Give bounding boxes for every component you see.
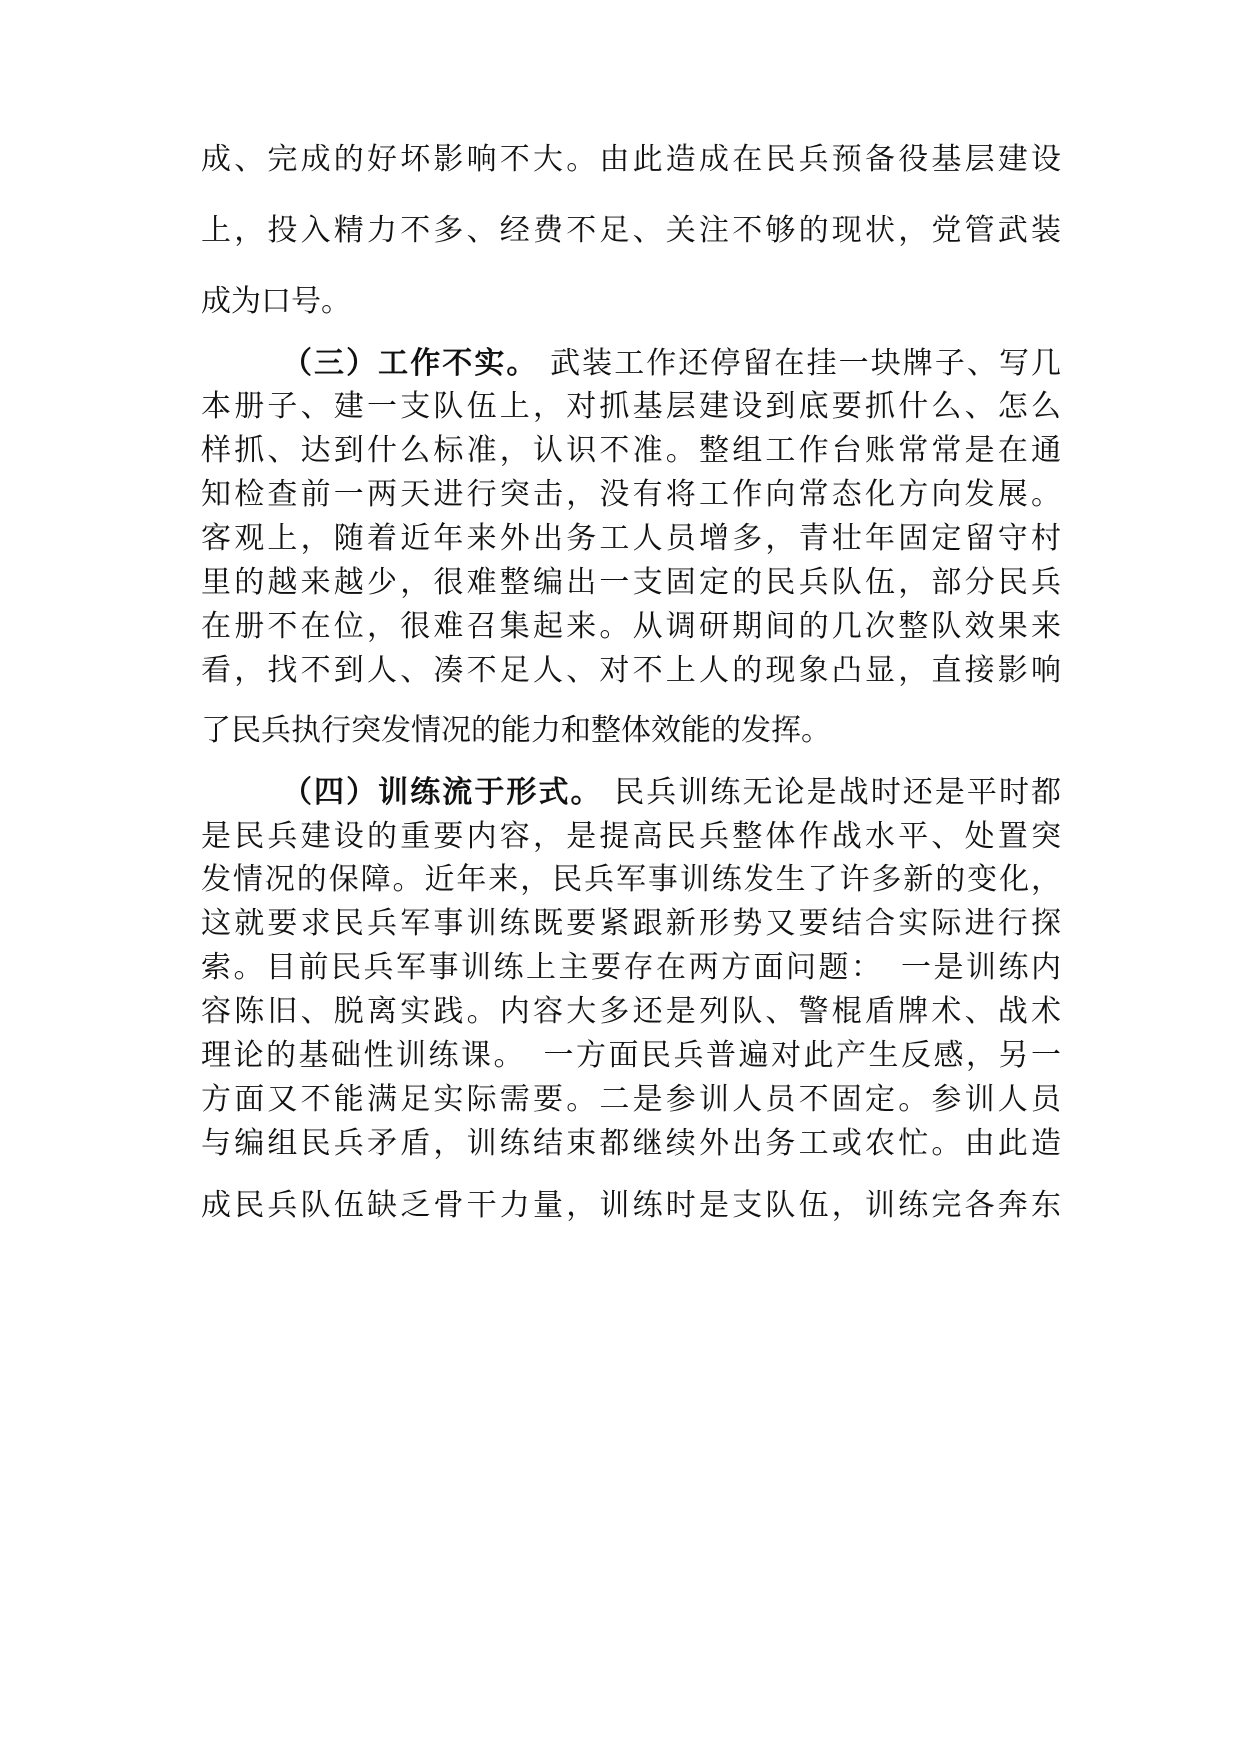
paragraph-line: 与编组民兵矛盾，训练结束都继续外出务工或农忙。由此造 — [201, 1126, 1061, 1161]
paragraph-line: 成民兵队伍缺乏骨干力量，训练时是支队伍，训练完各奔东 — [201, 1188, 1061, 1223]
paragraph-line: 样抓、达到什么标准，认识不准。整组工作台账常常是在通 — [201, 433, 1061, 468]
paragraph-line: 成为口号。 — [201, 284, 351, 319]
paragraph-line: 本册子、建一支队伍上，对抓基层建设到底要抓什么、怎么 — [201, 389, 1061, 424]
paragraph-line: 看，找不到人、凑不足人、对不上人的现象凸显，直接影响 — [201, 653, 1061, 688]
section-3-first-line — [282, 341, 1061, 387]
paragraph-line: 成、完成的好坏影响不大。由此造成在民兵预备役基层建设 — [201, 142, 1061, 177]
paragraph-line: 索。目前民兵军事训练上主要存在两方面问题： 一是训练内 — [201, 950, 1061, 985]
paragraph-line: 理论的基础性训练课。 一方面民兵普遍对此产生反感，另一 — [201, 1038, 1061, 1073]
section-4-first-line — [282, 770, 1061, 816]
paragraph-line: 是民兵建设的重要内容，是提高民兵整体作战水平、处置突 — [201, 819, 1061, 854]
paragraph-line: 了民兵执行突发情况的能力和整体效能的发挥。 — [201, 713, 831, 748]
paragraph-line: 这就要求民兵军事训练既要紧跟新形势又要结合实际进行探 — [201, 906, 1061, 941]
paragraph-text: 民兵训练无论是战时还是平时都 — [614, 775, 1062, 810]
paragraph-text: 武装工作还停留在挂一块牌子、写几 — [550, 346, 1062, 381]
section-heading-3: （三）工作不实。 — [282, 346, 539, 381]
section-heading-4: （四）训练流于形式。 — [282, 775, 603, 810]
paragraph-line: 上，投入精力不多、经费不足、关注不够的现状，党管武装 — [201, 213, 1061, 248]
paragraph-line: 里的越来越少，很难整编出一支固定的民兵队伍，部分民兵 — [201, 565, 1061, 600]
paragraph-line: 客观上，随着近年来外出务工人员增多，青壮年固定留守村 — [201, 521, 1061, 556]
paragraph-line: 方面又不能满足实际需要。二是参训人员不固定。参训人员 — [201, 1082, 1061, 1117]
paragraph-line: 在册不在位，很难召集起来。从调研期间的几次整队效果来 — [201, 609, 1061, 644]
paragraph-line: 知检查前一两天进行突击，没有将工作向常态化方向发展。 — [201, 477, 1061, 512]
paragraph-line: 发情况的保障。近年来，民兵军事训练发生了许多新的变化， — [201, 862, 1061, 897]
paragraph-line: 容陈旧、脱离实践。内容大多还是列队、警棍盾牌术、战术 — [201, 994, 1061, 1029]
